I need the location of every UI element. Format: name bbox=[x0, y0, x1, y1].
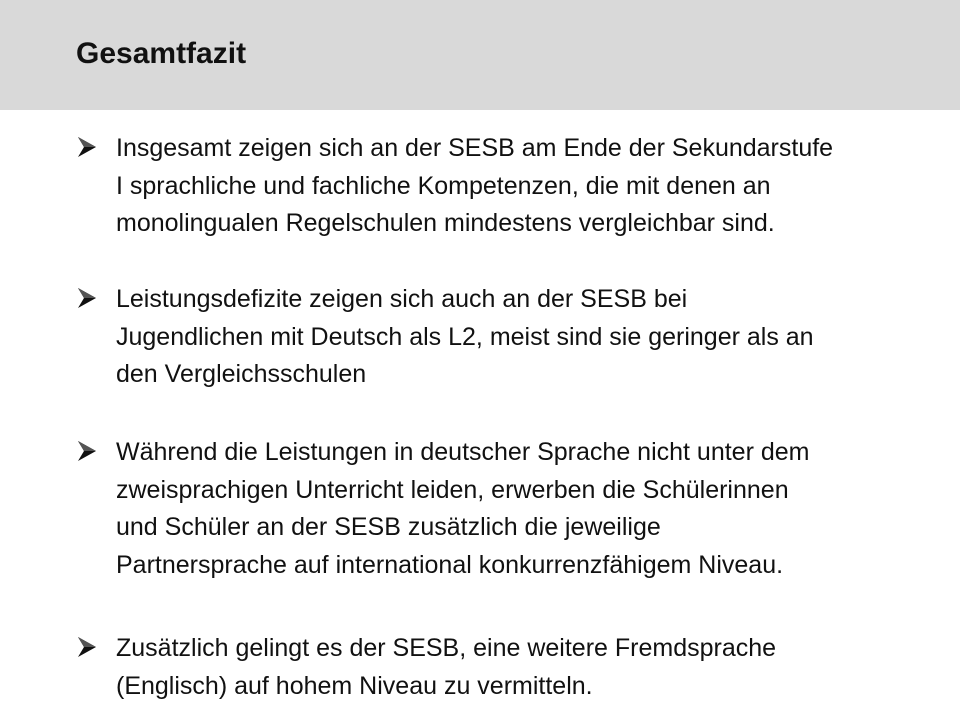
title-bar bbox=[0, 0, 960, 110]
arrow-bullet-icon bbox=[78, 637, 96, 657]
bullet-text: Während die Leistungen in deutscher Sprache nicht unter dem zweisprachigen Unterricht leiden, erwerben die Schülerinnen und Schüler an der SESB zusätzlich die jeweilige Partnersprache auf international konkurrenzfähigem Niveau. bbox=[116, 438, 810, 579]
bullet-text: Zusätzlich gelingt es der SESB, eine weitere Fremdsprache (Englisch) auf hohem Niveau zu vermitteln. bbox=[116, 634, 777, 700]
arrow-bullet-icon bbox=[78, 137, 96, 157]
slide-title: Gesamtfazit bbox=[76, 37, 247, 70]
bullet-text: Leistungsdefizite zeigen sich auch an der SESB bei Jugendlichen mit Deutsch als L2, meist sind sie geringer als an den Vergleichsschulen bbox=[116, 285, 814, 388]
bullet-text: Insgesamt zeigen sich an der SESB am Ende der Sekundarstufe I sprachliche und fachliche Kompetenzen, die mit denen an monolingualen Regelschulen mindestens vergleichbar sind. bbox=[116, 134, 834, 237]
arrow-bullet-icon bbox=[78, 441, 96, 461]
arrow-bullet-icon bbox=[78, 288, 96, 308]
